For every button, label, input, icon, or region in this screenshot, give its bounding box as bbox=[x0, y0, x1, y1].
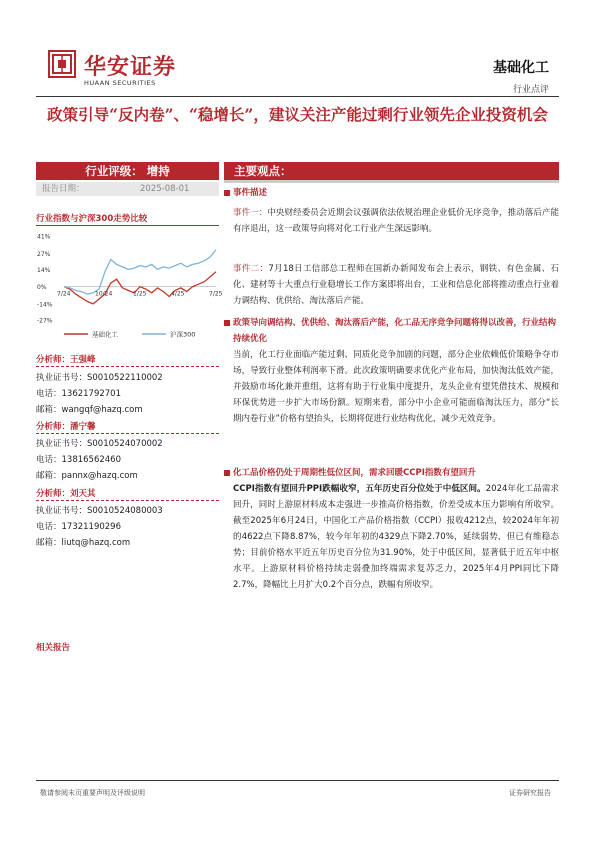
bullet-icon bbox=[224, 470, 230, 476]
chart-labels bbox=[37, 234, 223, 325]
trend-chart bbox=[36, 228, 223, 346]
series-line bbox=[64, 272, 216, 304]
event-1-paragraph bbox=[233, 205, 559, 251]
analyst-2-cert: 执业证书号：S0010524070002 bbox=[36, 439, 163, 449]
bullet-icon bbox=[224, 320, 230, 326]
legend-label: 基础化工 bbox=[92, 330, 118, 339]
brand-logo bbox=[48, 50, 76, 78]
y-tick-label: -27% bbox=[37, 317, 53, 325]
related-reports-heading: 相关报告 bbox=[36, 643, 71, 653]
analyst-2-name: 分析师：潘宁馨 bbox=[36, 422, 96, 432]
header-divider bbox=[36, 96, 559, 97]
section-2-paragraph: 当前，化工行业面临产能过剩、同质化竞争加剧的问题，部分企业依赖低价策略争夺市场，导致行业整体利润率下滑。此次政策明确要求优化产业布局，加快淘汰低效产能，并鼓励市场化兼并重组，这将有助于行业集中度提升，龙头企业有望凭借技术、规模和环保优势进一步扩大市场份额。短期来看，部分中小企业可能面临淘汰压力，部分“长期内卷行业”价格有望抬头，长期将促进行业结构优化，减少无效竞争。 bbox=[233, 350, 559, 424]
report-date-row bbox=[36, 182, 219, 196]
footer-disclaimer[interactable]: 敬请参阅末页重要声明及评级说明 bbox=[40, 789, 145, 797]
chart-legend bbox=[64, 330, 195, 339]
section-3-lead: CCPI指数有望回升PPI跌幅收窄，五年历史百分位处于中低区间。 bbox=[233, 484, 486, 494]
analyst-1-name: 分析师：王强峰 bbox=[36, 355, 96, 365]
report-date-value: 2025-08-01 bbox=[140, 184, 190, 194]
x-tick-label: 7/25 bbox=[209, 290, 223, 298]
chart-title: 行业指数与沪深300走势比较 bbox=[36, 214, 148, 224]
analyst-1-phone: 电话：13621792701 bbox=[36, 389, 121, 399]
event-2-text: 7月18日工信部总工程师在国新办新闻发布会上表示，钢铁、有色金属、石化、建材等十大重点行业稳增长工作方案即将出台，工业和信息化部将推动重点行业着力调结构、优供给、淘汰落后产能。 bbox=[233, 264, 559, 306]
report-title: 政策引导“反内卷”、“稳增长”，建议关注产能过剩行业领先企业投资机会 bbox=[47, 105, 548, 124]
event-1-text: 中央财经委员会近期会议强调依法依规治理企业低价无序竞争，推动落后产能有序退出，这一政策导向将对化工行业产生深远影响。 bbox=[233, 208, 559, 234]
analyst-3-email[interactable]: 邮箱：liutq@hazq.com bbox=[36, 538, 131, 548]
section-3-paragraph bbox=[233, 481, 559, 625]
section-1-title: 事件描述 bbox=[233, 188, 268, 198]
sector-label: 基础化工 bbox=[493, 60, 549, 76]
section-2-title: 政策导向调结构、优供给、淘汰落后产能，化工品无序竞争问题将得以改善，行业结构持续优化 bbox=[233, 318, 557, 344]
section-3-title: 化工品价格仍处于周期性低位区间，需求回暖CCPI指数有望回升 bbox=[233, 468, 476, 478]
main-points-label: 主要观点： bbox=[234, 164, 292, 178]
report-type: 行业点评 bbox=[512, 85, 549, 95]
y-tick-label: 0% bbox=[37, 284, 47, 292]
analyst-3-cert: 执业证书号：S0010524080003 bbox=[36, 506, 163, 516]
footer-label: 证券研究报告 bbox=[509, 789, 551, 797]
event-1-label: 事件一： bbox=[233, 208, 268, 218]
main-points-heading bbox=[224, 162, 559, 180]
industry-rating: 行业评级： 增持 bbox=[36, 162, 219, 180]
x-tick-label: 1/25 bbox=[133, 290, 147, 298]
analyst-3-phone: 电话：17321190296 bbox=[36, 522, 121, 532]
section-3-text: 2024年化工品需求回升，同时上游原材料成本走强进一步推高价格指数，价差受成本压力影响有所收窄。截至2025年6月24日，中国化工产品价格指数（CCPI）报收4212点，较2024年年初的4622点下降8.87%，较今年年初的4329点下降2.70%，延续弱势，但已有维稳态势；目前价格水平近五年历史百分位为31.90%，处于中低区间，显著低于近五年中枢水平。上游原材料价格持续走弱叠加终端需求复苏乏力，2025年4月PPI同比下降2.7%，降幅比上月扩大0.2个百分点，跌幅有所收窄。 bbox=[233, 484, 559, 590]
y-tick-label: -14% bbox=[37, 301, 53, 309]
separator bbox=[36, 366, 219, 367]
footer-divider bbox=[36, 780, 559, 781]
analyst-2-email[interactable]: 邮箱：pannx@hazq.com bbox=[36, 471, 138, 481]
analyst-2-phone: 电话：13816562460 bbox=[36, 455, 121, 465]
y-tick-label: 14% bbox=[37, 266, 51, 274]
y-tick-label: 41% bbox=[37, 233, 51, 241]
chart-title-divider bbox=[36, 225, 219, 226]
main-heading-underline bbox=[224, 180, 559, 183]
report-date-label: 报告日期： bbox=[42, 184, 85, 194]
x-tick-label: 4/25 bbox=[171, 290, 185, 298]
brand-name-cn: 华安证券 bbox=[84, 54, 177, 80]
brand-name-en: HUAAN SECURITIES bbox=[84, 79, 156, 87]
bullet-icon bbox=[224, 190, 230, 196]
analyst-3-name: 分析师：刘天其 bbox=[36, 489, 96, 499]
legend-label: 沪深300 bbox=[170, 330, 196, 339]
x-tick-label: 10/24 bbox=[95, 290, 113, 298]
separator bbox=[36, 500, 219, 501]
separator bbox=[36, 433, 219, 434]
analyst-1-email[interactable]: 邮箱：wangqf@hazq.com bbox=[36, 405, 143, 415]
analyst-1-cert: 执业证书号：S0010522110002 bbox=[36, 373, 163, 383]
event-2-paragraph bbox=[233, 261, 559, 309]
event-2-label: 事件二： bbox=[233, 264, 269, 274]
y-tick-label: 27% bbox=[37, 250, 51, 258]
x-tick-label: 7/24 bbox=[57, 290, 71, 298]
